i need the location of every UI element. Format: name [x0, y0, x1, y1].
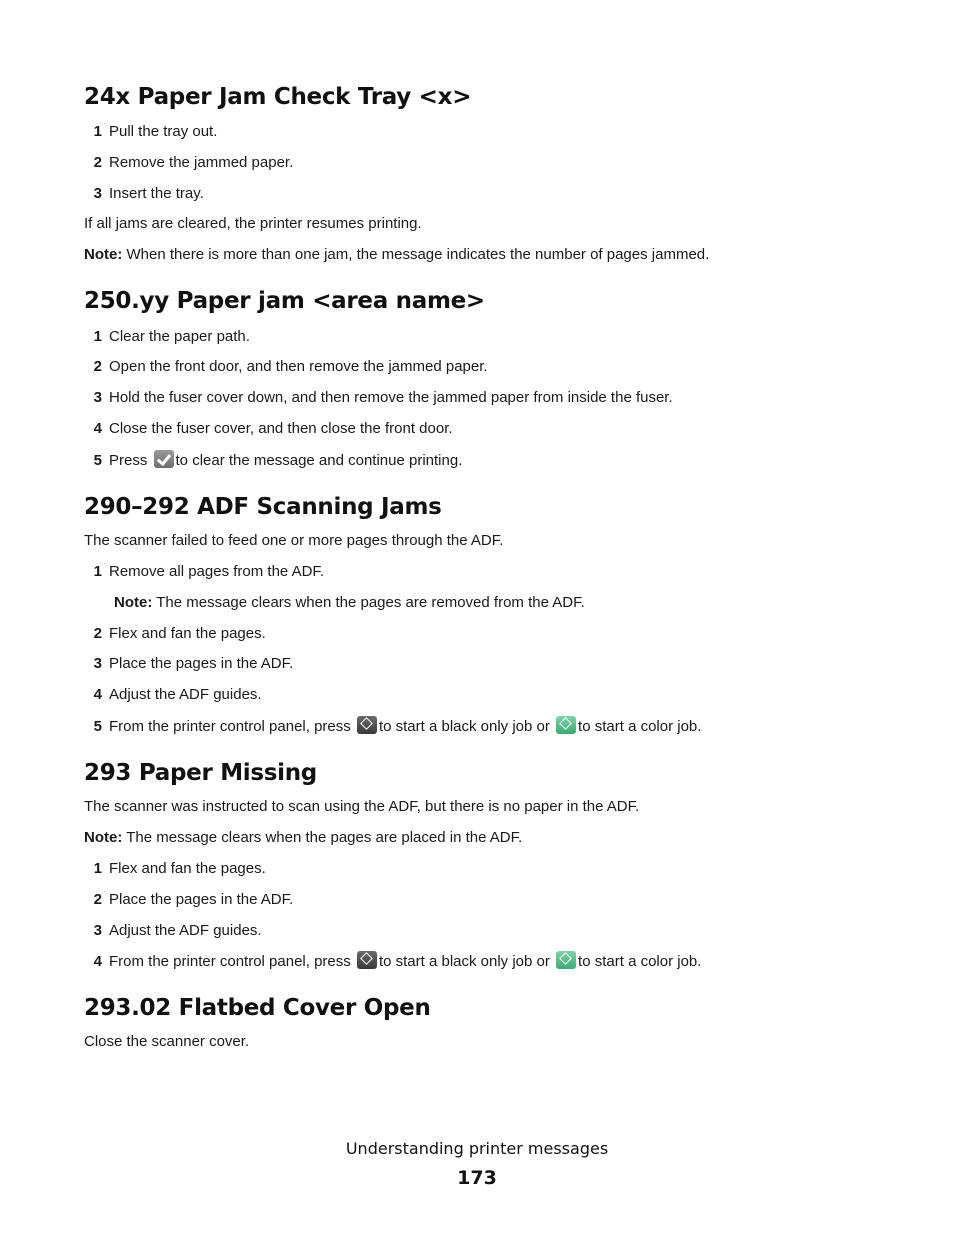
list-item: 2 Place the pages in the ADF. — [93, 891, 294, 908]
note: Note: When there is more than one jam, the message indicates the number of pages jammed. — [84, 246, 710, 263]
page-number: 173 — [457, 1167, 497, 1189]
footer-chapter-title: Understanding printer messages — [345, 1139, 609, 1158]
heading-24x-paper-jam: 24x Paper Jam Check Tray <x> — [84, 84, 472, 110]
list-item: 4 From the printer control panel, press to start a black only job or to start a color job. — [93, 953, 702, 970]
list-item: 3 Place the pages in the ADF. — [93, 655, 294, 672]
heading-293-paper-missing: 293 Paper Missing — [84, 760, 317, 786]
list-item: 1 Clear the paper path. — [93, 328, 250, 345]
note: Note: The message clears when the pages are removed from the ADF. — [114, 594, 585, 611]
list-item: 4 Adjust the ADF guides. — [93, 686, 262, 703]
list-item: 5 Press to clear the message and continue printing. — [93, 452, 463, 469]
paragraph: The scanner was instructed to scan using the ADF, but there is no paper in the ADF. — [84, 798, 640, 815]
note: Note: The message clears when the pages are placed in the ADF. — [84, 829, 523, 846]
black-start-button-icon — [357, 716, 377, 734]
list-item: 3 Hold the fuser cover down, and then remove the jammed paper from inside the fuser. — [93, 389, 673, 406]
heading-flatbed-cover-open: 293.02 Flatbed Cover Open — [84, 995, 431, 1021]
list-item: 5 From the printer control panel, press to start a black only job or to start a color job. — [93, 718, 702, 735]
list-item: 4 Close the fuser cover, and then close the front door. — [93, 420, 453, 437]
black-start-button-icon — [357, 951, 377, 969]
list-item: 3 Insert the tray. — [93, 185, 204, 202]
heading-adf-scanning-jams: 290–292 ADF Scanning Jams — [84, 494, 442, 520]
color-start-button-icon — [556, 716, 576, 734]
list-item: 3 Adjust the ADF guides. — [93, 922, 262, 939]
list-item: 1 Pull the tray out. — [93, 123, 218, 140]
list-item: 2 Open the front door, and then remove the jammed paper. — [93, 358, 488, 375]
list-item: 2 Remove the jammed paper. — [93, 154, 294, 171]
paragraph: Close the scanner cover. — [84, 1033, 250, 1050]
paragraph: If all jams are cleared, the printer resumes printing. — [84, 215, 422, 232]
list-item: 1 Remove all pages from the ADF. — [93, 563, 325, 580]
heading-250-paper-jam: 250.yy Paper jam <area name> — [84, 288, 485, 314]
list-item: 1 Flex and fan the pages. — [93, 860, 266, 877]
color-start-button-icon — [556, 951, 576, 969]
check-button-icon — [154, 450, 174, 468]
list-item: 2 Flex and fan the pages. — [93, 625, 266, 642]
paragraph: The scanner failed to feed one or more pages through the ADF. — [84, 532, 504, 549]
